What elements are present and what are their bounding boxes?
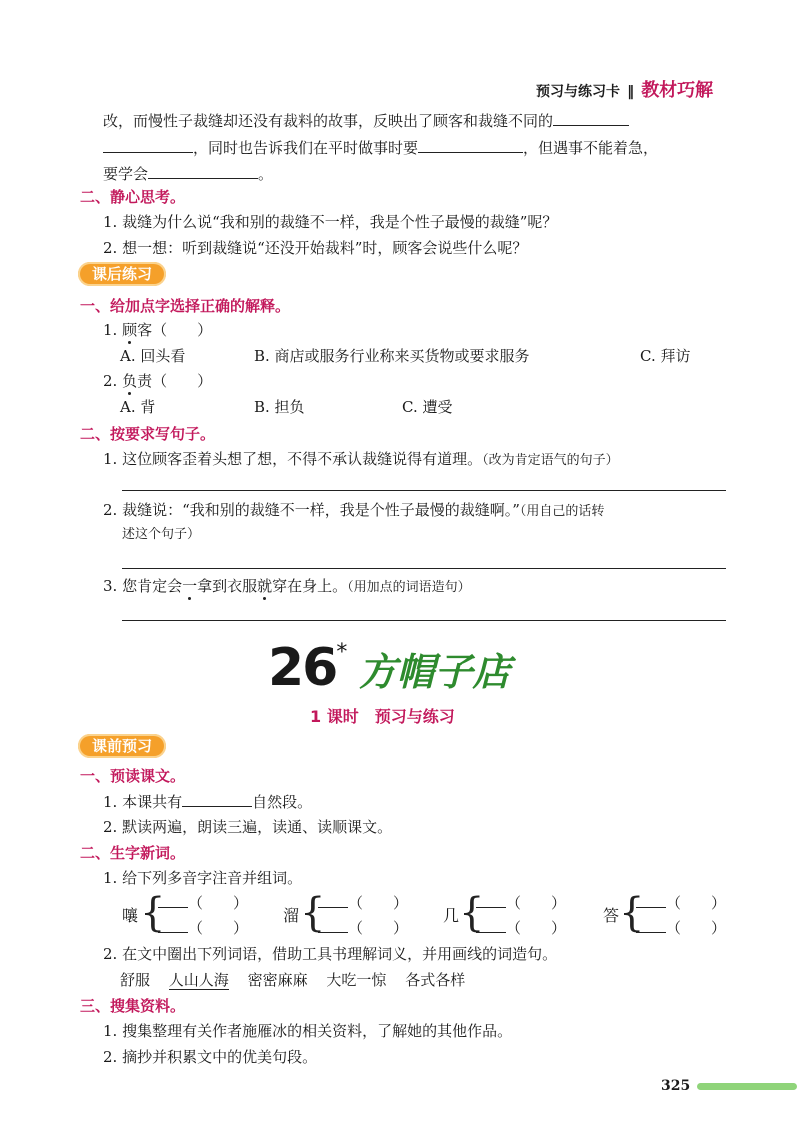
question: 1. 这位顾客歪着头想了想，不得不承认裁缝说得有道理。（改为肯定语气的句子） bbox=[103, 450, 619, 468]
question: 1. 给下列多音字注音并组词。 bbox=[103, 869, 303, 887]
dotted-char: 一 bbox=[182, 577, 198, 595]
answer-blank[interactable] bbox=[103, 137, 193, 153]
underlined-word: 人山人海 bbox=[168, 971, 229, 989]
dotted-char: 负 bbox=[122, 372, 138, 390]
word-list bbox=[120, 970, 465, 990]
header-divider: ‖ bbox=[627, 84, 635, 100]
pinyin-slot[interactable]: （ ） bbox=[318, 892, 408, 913]
answer-line[interactable] bbox=[122, 620, 726, 621]
option: C. 拜访 bbox=[640, 347, 691, 365]
polyphone-char: 溜 bbox=[283, 906, 300, 925]
question: 2. 负责（ ） bbox=[103, 372, 213, 390]
dotted-char: 就 bbox=[257, 577, 273, 595]
pinyin-slot[interactable]: （ ） bbox=[158, 892, 248, 913]
question: 2. 摘抄并积累文中的优美句段。 bbox=[103, 1048, 318, 1066]
option: A. 背 bbox=[120, 398, 156, 416]
intro-line-1: 改，而慢性子裁缝却还没有裁料的故事，反映出了顾客和裁缝不同的 bbox=[103, 110, 629, 131]
option: A. 回头看 bbox=[120, 347, 186, 365]
pinyin-slot[interactable]: （ ） bbox=[476, 917, 566, 938]
question: 1. 顾客（ ） bbox=[103, 321, 213, 339]
question: 2. 裁缝说：“我和别的裁缝不一样，我是个性子最慢的裁缝啊。”（用自己的话转 bbox=[103, 501, 605, 519]
answer-blank[interactable] bbox=[182, 791, 252, 807]
option: B. 担负 bbox=[254, 398, 305, 416]
section-title: 一、给加点字选择正确的解释。 bbox=[80, 297, 291, 315]
brace: { bbox=[619, 890, 645, 936]
section-title: 二、静心思考。 bbox=[80, 188, 186, 206]
running-header bbox=[536, 76, 713, 102]
pinyin-slot[interactable]: （ ） bbox=[158, 917, 248, 938]
section-title: 二、生字新词。 bbox=[80, 844, 186, 862]
question: 2. 想一想：听到裁缝说“还没开始裁料”时，顾客会说些什么呢？ bbox=[103, 239, 528, 257]
section-title: 一、预读课文。 bbox=[80, 767, 186, 785]
word: 舒服 bbox=[120, 971, 151, 989]
pinyin-slot[interactable]: （ ） bbox=[318, 917, 408, 938]
pinyin-slot[interactable]: （ ） bbox=[636, 892, 726, 913]
section-title: 二、按要求写句子。 bbox=[80, 425, 216, 443]
lesson-star: * bbox=[336, 640, 348, 665]
page-number: 325 bbox=[661, 1078, 691, 1094]
question: 3. 您肯定会一拿到衣服就穿在身上。（用加点的词语造句） bbox=[103, 577, 471, 595]
word: 大吃一惊 bbox=[326, 971, 387, 989]
option: C. 遭受 bbox=[402, 398, 453, 416]
answer-line[interactable] bbox=[122, 568, 726, 569]
brace: { bbox=[140, 890, 166, 936]
answer-blank[interactable] bbox=[553, 110, 629, 126]
question: 1. 搜集整理有关作者施雁冰的相关资料，了解她的其他作品。 bbox=[103, 1022, 513, 1040]
question: 2. 默读两遍，朗读三遍，读通、读顺课文。 bbox=[103, 818, 393, 836]
dotted-char: 顾 bbox=[122, 321, 138, 339]
page-bar bbox=[697, 1083, 797, 1090]
section-title: 三、搜集资料。 bbox=[80, 997, 186, 1015]
polyphone-char: 嚷 bbox=[122, 906, 139, 925]
lesson-title: 方帽子店 bbox=[358, 649, 511, 694]
word: 密密麻麻 bbox=[247, 971, 308, 989]
header-small: 预习与练习卡 bbox=[536, 84, 620, 100]
answer-line[interactable] bbox=[122, 490, 726, 491]
brace: { bbox=[300, 890, 326, 936]
answer-blank[interactable] bbox=[148, 163, 258, 179]
question: 1. 本课共有 自然段。 bbox=[103, 793, 313, 811]
answer-blank[interactable] bbox=[418, 137, 523, 153]
question: 1. 裁缝为什么说“我和别的裁缝不一样，我是个性子最慢的裁缝”呢？ bbox=[103, 213, 558, 231]
lesson-subtitle: 1 课时 预习与练习 bbox=[310, 707, 455, 726]
pinyin-slot[interactable]: （ ） bbox=[636, 917, 726, 938]
lesson-number: 26 bbox=[268, 638, 337, 698]
pinyin-slot[interactable]: （ ） bbox=[476, 892, 566, 913]
after-class-tag: 课后练习 bbox=[78, 262, 166, 286]
question: 2. 在文中圈出下列词语，借助工具书理解词义，并用画线的词造句。 bbox=[103, 945, 558, 963]
intro-line-2: ，同时也告诉我们在平时做事时要 ，但遇事不能着急， bbox=[103, 137, 658, 158]
word: 各式各样 bbox=[405, 971, 466, 989]
lesson-heading bbox=[268, 640, 510, 700]
header-big: 教材巧解 bbox=[641, 80, 714, 101]
question-note: 述这个句子） bbox=[122, 527, 201, 542]
polyphone-char: 几 bbox=[443, 906, 460, 925]
polyphone-char: 答 bbox=[603, 906, 620, 925]
option: B. 商店或服务行业称来买货物或要求服务 bbox=[254, 347, 530, 365]
before-class-tag: 课前预习 bbox=[78, 734, 166, 758]
brace: { bbox=[459, 890, 485, 936]
intro-line-3: 要学会 。 bbox=[103, 165, 274, 183]
